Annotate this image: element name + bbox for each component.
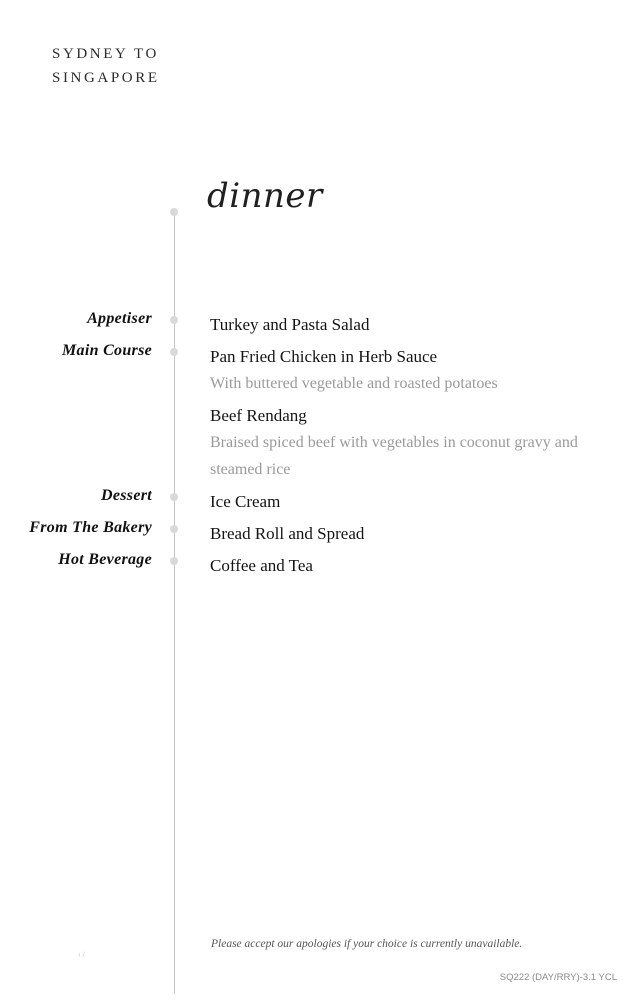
route-line-origin: SYDNEY TO <box>52 46 159 62</box>
menu-code: SQ222 (DAY/RRY)-3.1 YCL <box>499 972 617 983</box>
course-label-beverage: Hot Beverage <box>58 551 152 568</box>
dish-main-chicken: Pan Fried Chicken in Herb Sauce <box>210 347 438 366</box>
page-speck-mark: ‹ / <box>78 950 85 959</box>
dish-main-beef-description-line1: Braised spiced beef with vegetables in coconut gravy and <box>210 434 578 451</box>
dish-dessert: Ice Cream <box>210 492 281 511</box>
dish-main-chicken-description: With buttered vegetable and roasted potatoes <box>210 375 498 392</box>
course-label-appetiser: Appetiser <box>87 310 152 327</box>
dish-main-beef: Beef Rendang <box>210 406 307 425</box>
course-label-dessert: Dessert <box>101 487 152 504</box>
menu-divider-line <box>174 212 175 994</box>
divider-dot-bakery <box>170 525 178 533</box>
dish-appetiser: Turkey and Pasta Salad <box>210 315 370 334</box>
course-label-bakery: From The Bakery <box>29 519 152 536</box>
divider-dot-beverage <box>170 557 178 565</box>
course-label-main-course: Main Course <box>62 342 152 359</box>
dish-main-beef-description-line2: steamed rice <box>210 461 291 478</box>
divider-dot-main-course <box>170 348 178 356</box>
route-line-destination: SINGAPORE <box>52 70 160 86</box>
apology-note: Please accept our apologies if your choice is currently unavailable. <box>211 938 523 950</box>
route-heading <box>52 42 160 90</box>
meal-title: dinner <box>207 176 323 216</box>
dish-beverage: Coffee and Tea <box>210 556 313 575</box>
divider-dot-appetiser <box>170 316 178 324</box>
divider-dot-dessert <box>170 493 178 501</box>
divider-dot-top <box>170 208 178 216</box>
dish-bakery: Bread Roll and Spread <box>210 524 365 543</box>
